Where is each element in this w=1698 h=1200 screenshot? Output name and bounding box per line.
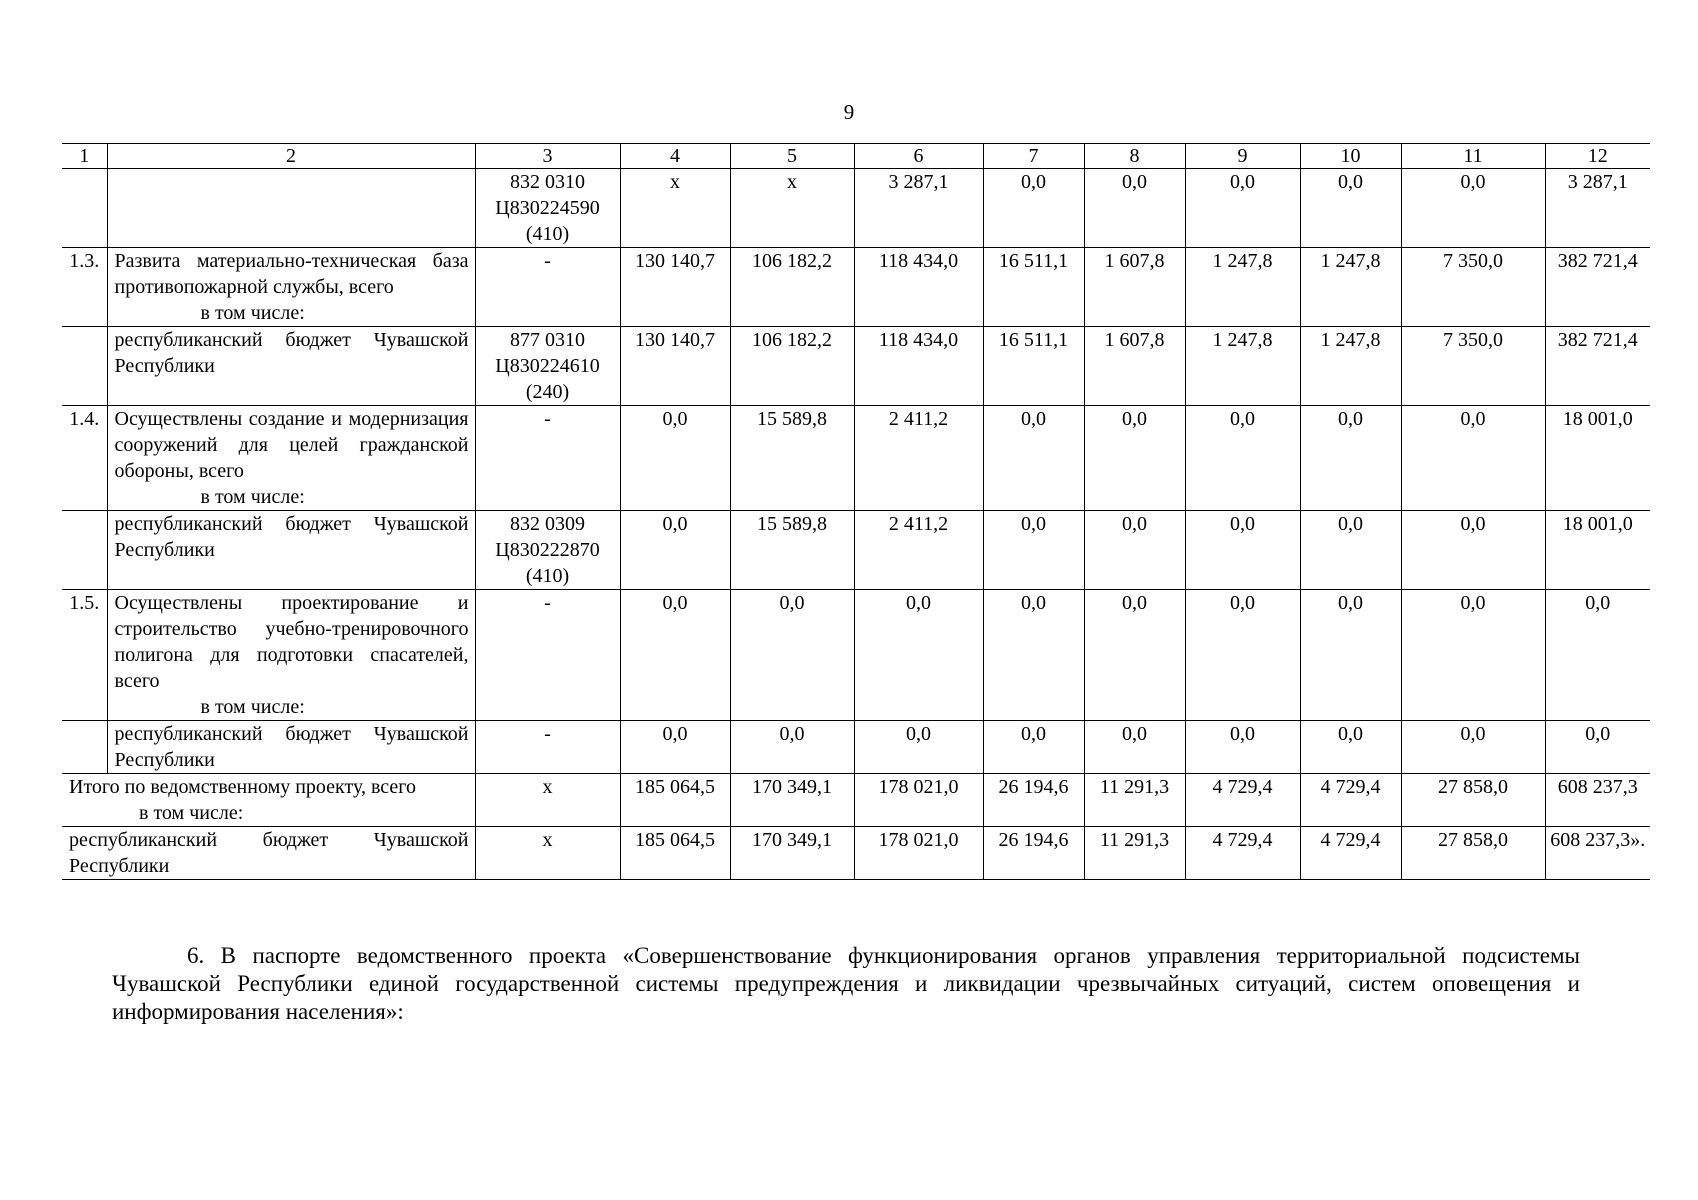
amount-cell: 26 194,6: [983, 774, 1084, 827]
description-text: Осуществлены создание и модернизация сооружений для целей гражданской обороны, всего: [114, 408, 469, 482]
table-row: [62, 248, 1650, 327]
row-description: [107, 327, 475, 406]
amount-cell: 106 182,2: [730, 248, 854, 327]
amount-cell: 7 350,0: [1401, 327, 1545, 406]
amount-cell: 178 021,0: [854, 827, 983, 880]
amount-cell: 16 511,1: [983, 248, 1084, 327]
budget-code: [475, 590, 620, 721]
amount-cell: 0,0: [620, 590, 730, 721]
row-number: [62, 721, 107, 774]
amount-cell: 15 589,8: [730, 406, 854, 511]
budget-code-line: -: [544, 723, 551, 745]
row-number: [62, 511, 107, 590]
amount-cell: 0,0: [1084, 169, 1185, 248]
description-text: республиканский бюджет Чувашской Республики: [114, 329, 469, 377]
total-row: [62, 827, 1650, 880]
amount-cell: 4 729,4: [1185, 774, 1300, 827]
column-number: 5: [730, 144, 854, 169]
budget-code-line: Ц830222870: [495, 539, 600, 561]
column-number: 7: [983, 144, 1084, 169]
amount-cell: 118 434,0: [854, 248, 983, 327]
row-description: [107, 590, 475, 721]
budget-code-line: 832 0310: [510, 171, 585, 193]
including-label: в том числе:: [200, 302, 305, 324]
row-description: [107, 169, 475, 248]
column-number-row: [62, 144, 1650, 169]
amount-cell: 0,0: [1401, 590, 1545, 721]
table-row: [62, 590, 1650, 721]
amount-cell: 0,0: [983, 406, 1084, 511]
total-label-text: республиканский бюджет Чувашской Республики: [69, 829, 469, 877]
amount-cell: 0,0: [1084, 721, 1185, 774]
amount-cell: 0,0: [620, 721, 730, 774]
amount-cell: 0,0: [1084, 406, 1185, 511]
including-label: в том числе:: [139, 802, 244, 824]
row-description: [107, 248, 475, 327]
total-row: [62, 774, 1650, 827]
table-row: [62, 327, 1650, 406]
amount-cell: 11 291,3: [1084, 774, 1185, 827]
budget-code: [475, 721, 620, 774]
amount-cell: 0,0: [620, 406, 730, 511]
column-number: 4: [620, 144, 730, 169]
amount-cell: 1 247,8: [1185, 248, 1300, 327]
amount-cell: 382 721,4: [1545, 327, 1650, 406]
budget-code-line: -: [544, 408, 551, 430]
description-text: республиканский бюджет Чувашской Республики: [114, 513, 469, 561]
amount-cell: 118 434,0: [854, 327, 983, 406]
amount-cell: 0,0: [1300, 169, 1401, 248]
column-number: 1: [62, 144, 107, 169]
amount-cell: 0,0: [983, 721, 1084, 774]
amount-cell: 0,0: [1545, 721, 1650, 774]
total-label: [62, 827, 475, 880]
budget-code-line: 877 0310: [510, 329, 585, 351]
amount-cell: 0,0: [730, 590, 854, 721]
amount-cell: 0,0: [1185, 721, 1300, 774]
amount-cell: 27 858,0: [1401, 774, 1545, 827]
budget-table: [62, 143, 1650, 880]
amount-cell: 0,0: [1185, 511, 1300, 590]
budget-code: x: [475, 827, 620, 880]
row-description: [107, 511, 475, 590]
amount-cell: 608 237,3: [1545, 774, 1650, 827]
amount-cell: 178 021,0: [854, 774, 983, 827]
column-number: 2: [107, 144, 475, 169]
amount-cell: 0,0: [1401, 511, 1545, 590]
amount-cell: 27 858,0: [1401, 827, 1545, 880]
amount-cell: 0,0: [1300, 590, 1401, 721]
amount-cell: 170 349,1: [730, 827, 854, 880]
amount-cell: 0,0: [1401, 406, 1545, 511]
amount-cell: 1 607,8: [1084, 248, 1185, 327]
amount-cell: 0,0: [983, 590, 1084, 721]
amount-cell: 382 721,4: [1545, 248, 1650, 327]
amount-cell: 608 237,3».: [1545, 827, 1650, 880]
amount-cell: 0,0: [620, 511, 730, 590]
row-number: 1.5.: [62, 590, 107, 721]
amount-cell: 1 247,8: [1300, 248, 1401, 327]
amount-cell: 4 729,4: [1300, 827, 1401, 880]
amount-cell: 130 140,7: [620, 327, 730, 406]
amount-cell: 4 729,4: [1185, 827, 1300, 880]
description-text: Осуществлены проектирование и строительство учебно-тренировочного полигона для подготовки спасателей, всего: [114, 592, 469, 692]
amount-cell: 2 411,2: [854, 511, 983, 590]
amount-cell: 18 001,0: [1545, 406, 1650, 511]
total-label-text: Итого по ведомственному проекту, всего: [69, 776, 417, 798]
amount-cell: 0,0: [1084, 511, 1185, 590]
table-row: [62, 511, 1650, 590]
amount-cell: 11 291,3: [1084, 827, 1185, 880]
amount-cell: 0,0: [1185, 169, 1300, 248]
budget-code: [475, 327, 620, 406]
amount-cell: 170 349,1: [730, 774, 854, 827]
amount-cell: 0,0: [1401, 721, 1545, 774]
amount-cell: 2 411,2: [854, 406, 983, 511]
budget-code-line: Ц830224590: [495, 197, 600, 219]
amount-cell: 26 194,6: [983, 827, 1084, 880]
table-body: [62, 144, 1650, 880]
column-number: 9: [1185, 144, 1300, 169]
amount-cell: 0,0: [1300, 511, 1401, 590]
row-number: [62, 327, 107, 406]
column-number: 8: [1084, 144, 1185, 169]
amount-cell: 1 247,8: [1300, 327, 1401, 406]
table-row: [62, 169, 1650, 248]
amount-cell: 1 607,8: [1084, 327, 1185, 406]
amount-cell: 1 247,8: [1185, 327, 1300, 406]
amount-cell: 16 511,1: [983, 327, 1084, 406]
amount-cell: 0,0: [854, 590, 983, 721]
amount-cell: 0,0: [983, 511, 1084, 590]
amount-cell: 15 589,8: [730, 511, 854, 590]
including-label: в том числе:: [200, 486, 305, 508]
total-label: [62, 774, 475, 827]
amount-cell: 3 287,1: [854, 169, 983, 248]
budget-code: x: [475, 774, 620, 827]
description-text: республиканский бюджет Чувашской Республики: [114, 723, 469, 771]
table-row: [62, 406, 1650, 511]
budget-code: [475, 248, 620, 327]
amount-cell: 0,0: [1084, 590, 1185, 721]
budget-code-line: (240): [525, 381, 570, 403]
row-description: [107, 721, 475, 774]
amount-cell: 7 350,0: [1401, 248, 1545, 327]
amount-cell: 18 001,0: [1545, 511, 1650, 590]
including-label: в том числе:: [200, 696, 305, 718]
amount-cell: 185 064,5: [620, 774, 730, 827]
budget-code-line: 832 0309: [510, 513, 585, 535]
column-number: 6: [854, 144, 983, 169]
amount-cell: 0,0: [1401, 169, 1545, 248]
column-number: 10: [1300, 144, 1401, 169]
amount-cell: 185 064,5: [620, 827, 730, 880]
budget-code: [475, 406, 620, 511]
amount-cell: x: [620, 169, 730, 248]
budget-code: [475, 511, 620, 590]
amount-cell: 0,0: [1185, 590, 1300, 721]
amendment-paragraph: 6. В паспорте ведомственного проекта «Совершенствование функционирования органов управления территориальной подсистемы Чувашской Республики единой государственной системы предупреждения и ликвидации чрезвычайных ситуаций, систем оповещения и информирования населения»:: [112, 943, 1580, 1024]
column-number: 11: [1401, 144, 1545, 169]
amount-cell: x: [730, 169, 854, 248]
amount-cell: 4 729,4: [1300, 774, 1401, 827]
row-number: 1.4.: [62, 406, 107, 511]
description-text: Развита материально-техническая база противопожарной службы, всего: [114, 250, 469, 298]
amount-cell: 3 287,1: [1545, 169, 1650, 248]
amount-cell: 0,0: [983, 169, 1084, 248]
amount-cell: 0,0: [1545, 590, 1650, 721]
budget-code-line: -: [544, 592, 551, 614]
budget-code-line: -: [544, 250, 551, 272]
amount-cell: 0,0: [730, 721, 854, 774]
column-number: 12: [1545, 144, 1650, 169]
budget-code-line: Ц830224610: [495, 355, 600, 377]
amount-cell: 0,0: [1185, 406, 1300, 511]
row-description: [107, 406, 475, 511]
amount-cell: 130 140,7: [620, 248, 730, 327]
table-row: [62, 721, 1650, 774]
row-number: [62, 169, 107, 248]
budget-code: [475, 169, 620, 248]
row-number: 1.3.: [62, 248, 107, 327]
amount-cell: 106 182,2: [730, 327, 854, 406]
budget-code-line: (410): [525, 565, 570, 587]
amount-cell: 0,0: [1300, 406, 1401, 511]
column-number: 3: [475, 144, 620, 169]
budget-code-line: (410): [525, 223, 570, 245]
amount-cell: 0,0: [1300, 721, 1401, 774]
amount-cell: 0,0: [854, 721, 983, 774]
page-number: 9: [843, 100, 855, 124]
